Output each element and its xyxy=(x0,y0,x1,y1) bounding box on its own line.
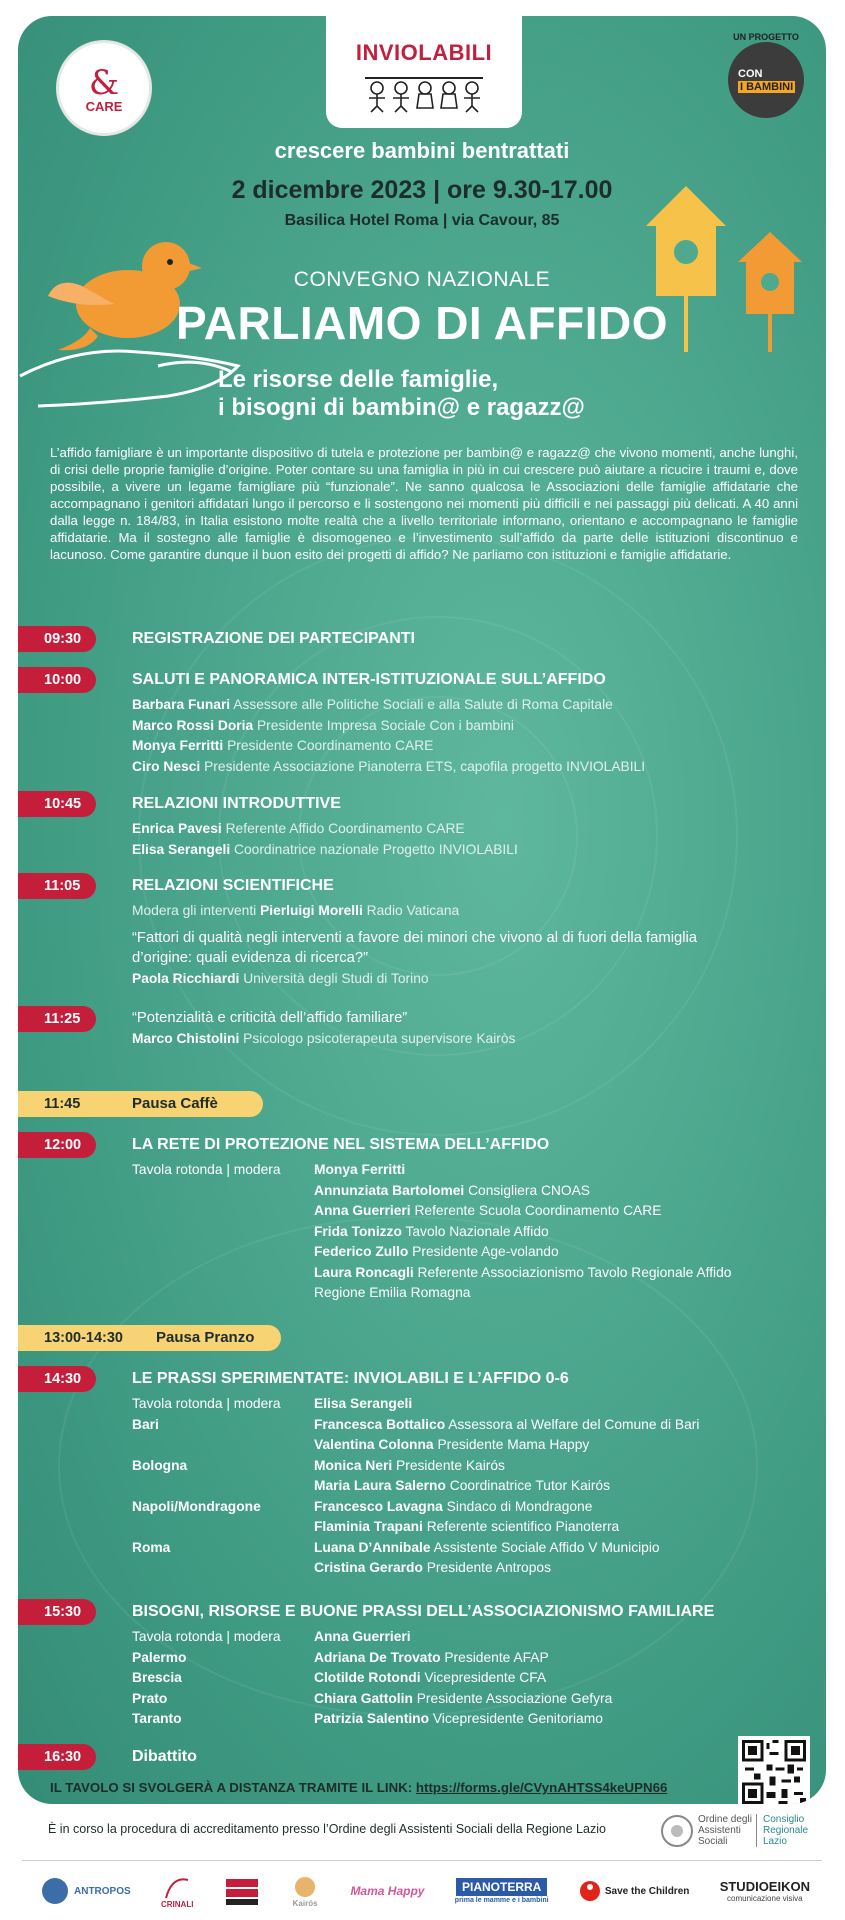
speaker-row xyxy=(132,969,697,990)
inviolabili-title: INVIOLABILI xyxy=(355,40,493,65)
time-label: 13:00-14:30 xyxy=(44,1330,123,1346)
city-label: Prato xyxy=(132,1690,168,1706)
slot-title: RELAZIONI INTRODUTTIVE xyxy=(132,795,341,812)
speaker-name: Ciro Nesci xyxy=(132,758,201,774)
progetto-name-2: I BAMBINI xyxy=(740,81,794,93)
speaker-name: Frida Tonizzo xyxy=(314,1223,402,1239)
moderator-label: Tavola rotonda | modera xyxy=(132,1629,281,1644)
consiglio-line-1: Consiglio xyxy=(763,1814,805,1825)
partner-logos xyxy=(40,1866,810,1916)
speaker-role: Presidente Impresa Sociale Con i bambini xyxy=(256,717,514,733)
care-logo-text: CARE xyxy=(85,99,123,114)
care-logo xyxy=(56,40,152,136)
slot-title: Dibattito xyxy=(132,1748,197,1765)
remote-link-notice xyxy=(50,1780,810,1795)
moderator-label: Modera gli interventi xyxy=(132,903,257,918)
ordine-emblem-icon xyxy=(660,1814,694,1848)
ordine-line-2: Assistenti xyxy=(698,1825,741,1836)
speaker-row xyxy=(132,757,645,778)
tagline xyxy=(218,366,585,422)
slot-title: LE PRASSI SPERIMENTATE: INVIOLABILI E L’AFFIDO 0-6 xyxy=(132,1370,569,1387)
speaker-role: Vicepresidente CFA xyxy=(424,1670,547,1685)
kairos-logo xyxy=(290,1875,320,1908)
speaker-list xyxy=(132,901,697,989)
antropos-icon xyxy=(40,1876,70,1906)
speaker-role: Presidente AFAP xyxy=(444,1649,549,1665)
headline: PARLIAMO DI AFFIDO xyxy=(176,297,668,349)
time-badge: 10:00 xyxy=(18,667,96,693)
time-badge: 16:30 xyxy=(18,1744,96,1770)
speaker-row xyxy=(132,840,518,861)
speaker-role: Referente Affido Coordinamento CARE xyxy=(225,821,465,836)
crinali-icon xyxy=(162,1874,192,1900)
pianoterra-sub: prima le mamme e i bambini xyxy=(454,1897,549,1904)
speaker-name: Anna Guerrieri xyxy=(314,1203,411,1218)
children-drawing-icon xyxy=(359,72,489,114)
pause-title: Pausa Pranzo xyxy=(156,1329,255,1346)
speaker-role: Università degli Studi di Torino xyxy=(243,970,429,986)
moderator-row xyxy=(132,901,697,922)
speaker-name: Marco Rossi Doria xyxy=(132,717,254,733)
speaker-name: Clotilde Rotondi xyxy=(314,1670,421,1685)
link-label: IL TAVOLO SI SVOLGERÀ A DISTANZA TRAMITE IL LINK: xyxy=(50,1780,413,1795)
speaker-role: Presidente Age-volando xyxy=(412,1244,559,1259)
studioeikon-sub: comunicazione visiva xyxy=(727,1894,803,1903)
talk-block xyxy=(132,1008,515,1049)
speaker-role: Assessore alle Politiche Sociali e alla Salute di Roma Capitale xyxy=(233,697,613,712)
forms-link[interactable]: https://forms.gle/CVynAHTSS4keUPN66 xyxy=(415,1780,668,1795)
speaker-role: Assistente Sociale Affido V Municipio xyxy=(433,1539,660,1555)
consiglio-line-2: Regionale xyxy=(763,1825,809,1836)
slot-title: SALUTI E PANORAMICA INTER-ISTITUZIONALE SULL’AFFIDO xyxy=(132,671,606,688)
speaker-role: Consigliera CNOAS xyxy=(468,1182,591,1198)
kairos-icon xyxy=(290,1875,320,1899)
talk-title-line-1: “Fattori di qualità negli interventi a favore dei minori che vivono al di fuori della famiglia xyxy=(132,929,698,946)
speaker-name: Laura Roncagli xyxy=(314,1264,414,1280)
progetto-label: UN PROGETTO xyxy=(733,32,799,42)
speaker-role: Vicepresidente Genitoriamo xyxy=(432,1711,603,1726)
antropos-logo xyxy=(40,1876,131,1906)
stripes-icon xyxy=(224,1875,260,1907)
speaker-row xyxy=(132,819,518,840)
poster xyxy=(18,16,826,1804)
speaker-role: Referente Associazionismo Tavolo Regionale Affido xyxy=(417,1264,732,1280)
speaker-role-cont: Regione Emilia Romagna xyxy=(314,1285,471,1300)
talk-title xyxy=(132,928,697,969)
crinali-text: CRINALI xyxy=(161,1899,194,1909)
tagline-line-1: Le risorse delle famiglie, xyxy=(218,366,499,393)
kairos-text: Kairós xyxy=(292,1898,318,1908)
talk-title-line-2: d’origine: quali evidenza di ricerca?” xyxy=(132,950,369,966)
talk-title: “Potenzialità e criticità dell’affido familiare” xyxy=(132,1010,408,1026)
event-venue: Basilica Hotel Roma | via Cavour, 85 xyxy=(284,212,560,229)
progetto-name xyxy=(738,68,795,94)
city-label: Brescia xyxy=(132,1670,182,1685)
conference-kicker: CONVEGNO NAZIONALE xyxy=(293,268,551,291)
speaker-role: Coordinatrice nazionale Progetto INVIOLABILI xyxy=(234,841,518,857)
moderator-label: Tavola rotonda | modera xyxy=(132,1162,281,1177)
speaker-name: Enrica Pavesi xyxy=(132,821,222,836)
time-badge: 11:05 xyxy=(18,873,96,899)
ordine-assistenti-logo xyxy=(660,1812,830,1852)
speaker-role: Presidente Antropos xyxy=(426,1560,551,1575)
save-children-text: Save the Children xyxy=(604,1885,690,1897)
roundtable-grid xyxy=(132,1160,731,1304)
time-badge: 14:30 xyxy=(18,1366,96,1392)
moderator-name: Anna Guerrieri xyxy=(314,1629,411,1644)
speaker-name: Monya Ferritti xyxy=(132,738,224,753)
event-date: 2 dicembre 2023 | ore 9.30-17.00 xyxy=(231,176,613,204)
mamahappy-logo xyxy=(350,1884,424,1898)
speaker-name: Adriana De Trovato xyxy=(314,1649,441,1665)
ordine-text xyxy=(698,1814,752,1847)
speaker-name: Flaminia Trapani xyxy=(314,1519,423,1534)
speaker-row xyxy=(132,716,645,737)
speaker-name: Chiara Gattolin xyxy=(314,1690,413,1706)
speaker-role: Sindaco di Mondragone xyxy=(446,1498,593,1514)
speaker-role: Assessora al Welfare del Comune di Bari xyxy=(448,1416,700,1432)
progetto-name-1: CON xyxy=(738,68,763,80)
speaker-role: Presidente Coordinamento CARE xyxy=(227,738,434,753)
speaker-name: Barbara Funari xyxy=(132,697,231,712)
slot-title: REGISTRAZIONE DEI PARTECIPANTI xyxy=(132,630,415,647)
antropos-text: ANTROPOS xyxy=(74,1885,131,1897)
speaker-name: Elisa Serangeli xyxy=(132,841,231,857)
speaker-role: Tavolo Nazionale Affido xyxy=(405,1223,549,1239)
pianoterra-text: PIANOTERRA xyxy=(456,1878,547,1896)
inviolabili-logo xyxy=(326,16,522,128)
speaker-name: Francesco Lavagna xyxy=(314,1498,443,1514)
crinali-logo xyxy=(161,1874,193,1909)
speaker-row xyxy=(132,1029,515,1050)
speaker-role: Presidente Kairós xyxy=(396,1457,505,1473)
city-label: Napoli/Mondragone xyxy=(132,1498,261,1514)
speaker-name: Paola Ricchiardi xyxy=(132,970,240,986)
consiglio-line-3: Lazio xyxy=(763,1836,787,1847)
slot-title: RELAZIONI SCIENTIFICHE xyxy=(132,877,334,894)
speaker-name: Monica Neri xyxy=(314,1457,393,1473)
time-badge: 10:45 xyxy=(18,791,96,817)
roundtable-grid xyxy=(132,1627,612,1730)
speaker-name: Valentina Colonna xyxy=(314,1437,434,1452)
care-swirl-icon: & xyxy=(88,63,120,103)
consiglio-text xyxy=(756,1814,808,1847)
subtitle: crescere bambini bentrattati xyxy=(274,138,570,163)
time-badge: 12:00 xyxy=(18,1132,96,1158)
time-badge: 15:30 xyxy=(18,1599,96,1625)
accreditation-notice: È in corso la procedura di accreditamento presso l’Ordine degli Assistenti Sociali della Regione Lazio xyxy=(48,1822,606,1836)
speaker-role: Psicologo psicoterapeuta supervisore Kairòs xyxy=(243,1030,516,1046)
moderator-name: Monya Ferritti xyxy=(314,1162,406,1177)
slot-title: LA RETE DI PROTEZIONE NEL SISTEMA DELL’AFFIDO xyxy=(132,1136,550,1153)
speaker-name: Federico Zullo xyxy=(314,1244,409,1259)
time-badge: 11:25 xyxy=(18,1006,96,1032)
slot-title: BISOGNI, RISORSE E BUONE PRASSI DELL’ASSOCIAZIONISMO FAMILIARE xyxy=(132,1603,715,1620)
city-label: Roma xyxy=(132,1539,171,1555)
speaker-name: Marco Chistolini xyxy=(132,1030,240,1046)
speaker-role: Referente Scuola Coordinamento CARE xyxy=(414,1203,662,1218)
ordine-line-3: Sociali xyxy=(698,1836,728,1847)
speaker-name: Annunziata Bartolomei xyxy=(314,1182,465,1198)
city-label: Bologna xyxy=(132,1457,188,1473)
speaker-row xyxy=(132,736,645,757)
speaker-name: Francesca Bottalico xyxy=(314,1416,446,1432)
pause-title: Pausa Caffè xyxy=(132,1095,218,1112)
speaker-role: Referente scientifico Pianoterra xyxy=(426,1519,620,1534)
speaker-role: Presidente Associazione Gefyra xyxy=(416,1690,613,1706)
city-label: Palermo xyxy=(132,1649,187,1665)
moderator-role: Radio Vaticana xyxy=(366,903,460,918)
speaker-row xyxy=(132,695,645,716)
moderator-label: Tavola rotonda | modera xyxy=(132,1396,281,1411)
city-label: Bari xyxy=(132,1416,159,1432)
time-badge: 09:30 xyxy=(18,626,96,652)
con-i-bambini-logo xyxy=(720,32,812,128)
speaker-name: Luana D’Annibale xyxy=(314,1539,431,1555)
speaker-role: Presidente Mama Happy xyxy=(437,1437,590,1452)
speaker-list xyxy=(132,819,518,860)
tagline-line-2: i bisogni di bambin@ e ragazz@ xyxy=(218,394,585,421)
mamahappy-text: Mama Happy xyxy=(350,1884,425,1898)
time-label: 11:45 xyxy=(44,1096,81,1112)
ordine-line-1: Ordine degli xyxy=(698,1814,752,1825)
studioeikon-text: STUDIOEIKON xyxy=(719,1879,810,1894)
footer-divider xyxy=(22,1860,822,1861)
save-the-children-logo xyxy=(579,1880,689,1902)
speaker-role: Presidente Associazione Pianoterra ETS, capofila progetto INVIOLABILI xyxy=(204,758,646,774)
pianoterra-logo xyxy=(455,1878,549,1904)
moderator-name: Elisa Serangeli xyxy=(314,1396,413,1411)
speaker-list xyxy=(132,695,645,777)
save-children-icon xyxy=(579,1880,601,1902)
studioeikon-logo xyxy=(720,1879,810,1903)
roundtable-grid xyxy=(132,1394,699,1579)
city-label: Taranto xyxy=(132,1711,182,1726)
red-logo xyxy=(224,1875,260,1907)
speaker-role: Coordinatrice Tutor Kairós xyxy=(449,1478,611,1493)
moderator-name: Pierluigi Morelli xyxy=(260,903,363,918)
speaker-name: Cristina Gerardo xyxy=(314,1560,423,1575)
intro-paragraph: L’affido famigliare è un importante dispositivo di tutela e protezione per bambin@ e ragazz@ che vivono momenti, anche lunghi, di crisi delle proprie famiglie d’origine. Poter contare su una famiglia in più in cui crescere può aiutare a ricucire i traumi e, dove possibile, a vivere un legame famigliare più “funzionale”. Ne sanno qualcosa le Associazioni delle famiglie affidatarie che accompagnano i genitori affidatari lungo il percorso e li sostengono nei momenti più difficili e nei passaggi più delicati. A 40 anni dalla legge n. 184/83, in Italia esistono molte realtà che a livello territoriale informano, orientano e accompagnano le famiglie affidatarie. Ma il sostegno alle famiglie è disomogeneo e l’investimento sull’affido da parte delle istituzioni discontinuo e lacunoso. Come garantire dunque il buon esito dei progetti di affido? Ne parliamo con istituzioni e famiglie affidatarie. xyxy=(50,445,798,562)
speaker-name: Patrizia Salentino xyxy=(314,1711,430,1726)
speaker-name: Maria Laura Salerno xyxy=(314,1478,446,1493)
